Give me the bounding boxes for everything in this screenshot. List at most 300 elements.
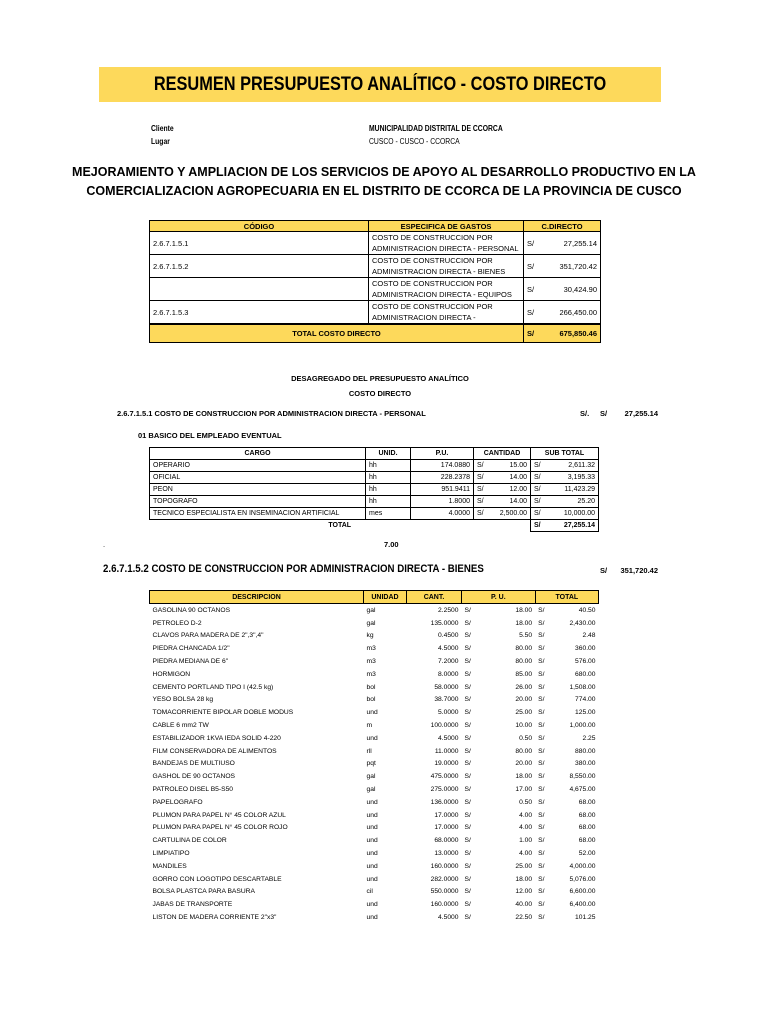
pu-cell: 20.00 — [515, 760, 533, 768]
unidad-cell: m3 — [366, 670, 376, 678]
table-row — [150, 732, 599, 745]
summary-especifica — [369, 232, 524, 255]
currency-cell: S/ — [464, 747, 471, 755]
description-cell: TOMACORRIENTE BIPOLAR DOBLE MODUS — [152, 709, 294, 717]
total-cell: 2,430.00 — [569, 619, 596, 627]
bienes-header-cant: CANT. — [407, 591, 462, 604]
currency-cell: S/ — [531, 508, 548, 520]
pu-cell: 25.00 — [515, 709, 533, 717]
currency-cell: S/ — [538, 645, 545, 653]
currency-cell: S/ — [538, 875, 545, 883]
summary-code — [150, 278, 369, 301]
table-row — [150, 617, 599, 630]
description-cell: PLUMON PARA PAPEL N° 45 COLOR ROJO — [152, 824, 288, 832]
cant-cell: 160.0000 — [430, 862, 459, 870]
summary-currency: S/ — [524, 232, 545, 255]
pu-cell: 18.00 — [515, 875, 533, 883]
total-cell: 1,508.00 — [569, 683, 596, 691]
total-cell: 68.00 — [578, 798, 596, 806]
summary-total-row — [150, 324, 601, 343]
cant-cell: 4.5000 — [438, 645, 459, 653]
total-cell: 6,600.00 — [569, 888, 596, 896]
pu-cell: 22.50 — [515, 914, 533, 922]
desagregado-title: DESAGREGADO DEL PRESUPUESTO ANALÍTICO — [291, 374, 469, 383]
table-row — [150, 604, 599, 617]
unidad-cell: m — [366, 722, 373, 730]
pu-cell: 18.00 — [515, 606, 533, 614]
currency-cell: S/ — [538, 747, 545, 755]
total-cell: 125.00 — [575, 709, 596, 717]
cargo-cell: TECNICO ESPECIALISTA EN INSEMINACION ARTIFICIAL — [150, 508, 366, 520]
summary-row — [150, 255, 601, 278]
cant-cell: 136.0000 — [430, 798, 459, 806]
project-title-line1: MEJORAMIENTO Y AMPLIACION DE LOS SERVICIOS DE APOYO AL DESARROLLO PRODUCTIVO EN LA — [72, 165, 696, 179]
unidad-cell: gal — [366, 773, 376, 781]
table-row — [150, 472, 599, 484]
currency-cell: S/ — [538, 824, 545, 832]
cliente-value: MUNICIPALIDAD DISTRITAL DE CCORCA — [369, 124, 503, 133]
table-row — [150, 655, 599, 668]
cant-cell: 0.4500 — [438, 632, 459, 640]
table-row — [150, 719, 599, 732]
total-cell: 68.00 — [578, 824, 596, 832]
currency-cell: S/ — [538, 798, 545, 806]
pu-cell: 12.00 — [515, 888, 533, 896]
description-cell: CARTULINA DE COLOR — [152, 837, 227, 845]
summary-row — [150, 301, 601, 325]
summary-especifica-line2: ADMINISTRACION DIRECTA - BIENES — [372, 267, 506, 276]
cant-cell: 4.5000 — [438, 734, 459, 742]
currency-cell: S/ — [464, 606, 471, 614]
pu-cell: 4.0000 — [411, 508, 474, 520]
personal-note: 7.00 — [384, 540, 399, 549]
personal-header-unid: UNID. — [366, 448, 411, 460]
unid-cell: hh — [366, 496, 411, 508]
pu-cell: 4.00 — [519, 824, 533, 832]
cant-cell: 550.0000 — [430, 888, 459, 896]
currency-cell: S/ — [464, 683, 471, 691]
summary-code: 2.6.7.1.5.3 — [150, 301, 369, 325]
summary-amount: 266,450.00 — [544, 301, 601, 325]
currency-cell: S/ — [464, 811, 471, 819]
project-title-line2: COMERCIALIZACION AGROPECUARIA EN EL DISTRITO DE CCORCA DE LA PROVINCIA DE CUSCO — [86, 184, 682, 198]
currency-cell: S/ — [464, 619, 471, 627]
table-row — [150, 860, 599, 873]
description-cell: YESO BOLSA 28 kg — [152, 696, 214, 704]
description-cell: LIMPIATIPO — [152, 850, 190, 858]
total-cell: 68.00 — [578, 811, 596, 819]
summary-especifica — [369, 278, 524, 301]
pu-cell: 25.00 — [515, 862, 533, 870]
table-row — [150, 642, 599, 655]
currency-cell: S/ — [538, 914, 545, 922]
project-title — [60, 163, 708, 201]
summary-especifica-line1: COSTO DE CONSTRUCCION POR — [372, 256, 493, 265]
currency-cell: S/ — [538, 888, 545, 896]
bienes-header-descripcion: DESCRIPCION — [150, 591, 364, 604]
cant-cell: 4.5000 — [438, 914, 459, 922]
summary-especifica — [369, 255, 524, 278]
table-row — [150, 668, 599, 681]
cant-cell: 17.0000 — [434, 824, 459, 832]
unidad-cell: und — [366, 798, 378, 806]
unidad-cell: m3 — [366, 645, 376, 653]
summary-currency: S/ — [524, 255, 545, 278]
unidad-cell: und — [366, 914, 378, 922]
bienes-amount: 351,720.42 — [620, 566, 658, 575]
total-cell: 4,675.00 — [569, 786, 596, 794]
summary-especifica-line2: ADMINISTRACION DIRECTA - PERSONAL — [372, 244, 519, 253]
summary-amount: 351,720.42 — [544, 255, 601, 278]
cargo-cell: OFICIAL — [150, 472, 366, 484]
currency-cell: S/ — [538, 696, 545, 704]
pu-cell: 18.00 — [515, 619, 533, 627]
summary-header-codigo: CÓDIGO — [150, 221, 369, 232]
pu-cell: 10.00 — [515, 722, 533, 730]
total-cell: 880.00 — [575, 747, 596, 755]
summary-amount: 30,424.90 — [544, 278, 601, 301]
table-row — [150, 694, 599, 707]
currency-cell: S/ — [464, 862, 471, 870]
personal-currency-2: S/ — [600, 409, 608, 418]
currency-cell: S/ — [538, 658, 545, 666]
unidad-cell: und — [366, 734, 378, 742]
summary-total-currency: S/ — [524, 324, 545, 343]
currency-cell: S/ — [464, 824, 471, 832]
cargo-cell: OPERARIO — [150, 460, 366, 472]
cantidad-cell: 14.00 — [490, 472, 531, 484]
cant-cell: 100.0000 — [430, 722, 459, 730]
personal-currency-1: S/. — [580, 409, 590, 418]
description-cell: PLUMON PARA PAPEL N° 45 COLOR AZUL — [152, 811, 286, 819]
currency-cell: S/ — [464, 645, 471, 653]
description-cell: BANDEJAS DE MULTIUSO — [152, 760, 235, 768]
currency-cell: S/ — [464, 734, 471, 742]
bienes-table — [149, 590, 599, 924]
unidad-cell: und — [366, 862, 378, 870]
description-cell: FILM CONSERVADORA DE ALIMENTOS — [152, 747, 277, 755]
page-title: RESUMEN PRESUPUESTO ANALÍTICO - COSTO DIRECTO — [153, 73, 607, 95]
total-cell: 2.25 — [582, 734, 596, 742]
personal-header-pu: P.U. — [411, 448, 474, 460]
personal-header-cargo: CARGO — [150, 448, 366, 460]
description-cell: PATROLEO DISEL B5-S50 — [152, 786, 234, 794]
stray-dot: . — [103, 540, 106, 549]
currency-cell: S/ — [464, 773, 471, 781]
pu-cell: 85.00 — [515, 670, 533, 678]
description-cell: HORMIGON — [152, 670, 191, 678]
unidad-cell: cil — [366, 888, 373, 896]
summary-header-especifica: ESPECIFICA DE GASTOS — [369, 221, 524, 232]
currency-cell: S/ — [464, 696, 471, 704]
table-row — [150, 847, 599, 860]
currency-cell: S/ — [464, 837, 471, 845]
total-cell: 774.00 — [575, 696, 596, 704]
currency-cell: S/ — [464, 670, 471, 678]
personal-total-row — [150, 520, 599, 532]
currency-cell: S/ — [538, 850, 545, 858]
description-cell: GASHOL DE 90 OCTANOS — [152, 773, 235, 781]
currency-cell: S/ — [531, 484, 548, 496]
currency-cell: S/ — [464, 722, 471, 730]
unidad-cell: gal — [366, 619, 376, 627]
currency-cell: S/ — [464, 658, 471, 666]
cant-cell: 19.0000 — [434, 760, 459, 768]
personal-total-currency: S/ — [531, 520, 548, 532]
summary-total-amount: 675,850.46 — [544, 324, 601, 343]
currency-cell: S/ — [538, 670, 545, 678]
unidad-cell: bol — [366, 696, 376, 704]
total-cell: 40.50 — [578, 606, 596, 614]
pu-cell: 18.00 — [515, 773, 533, 781]
bienes-header-pu: P. U. — [462, 591, 536, 604]
currency-cell: S/ — [464, 709, 471, 717]
pu-cell: 1.8000 — [411, 496, 474, 508]
cantidad-cell: 2,500.00 — [490, 508, 531, 520]
personal-table — [149, 447, 599, 532]
currency-cell: S/ — [538, 862, 545, 870]
pu-cell: 951.9411 — [411, 484, 474, 496]
currency-cell: S/ — [464, 914, 471, 922]
currency-cell: S/ — [464, 760, 471, 768]
summary-especifica-line1: COSTO DE CONSTRUCCION POR — [372, 302, 493, 311]
currency-cell: S/ — [538, 722, 545, 730]
subtotal-cell: 11,423.29 — [547, 484, 599, 496]
total-cell: 101.25 — [575, 914, 596, 922]
cant-cell: 13.0000 — [434, 850, 459, 858]
unidad-cell: m3 — [366, 658, 376, 666]
cant-cell: 11.0000 — [434, 747, 459, 755]
total-cell: 5,076.00 — [569, 875, 596, 883]
currency-cell: S/ — [538, 683, 545, 691]
currency-cell: S/ — [464, 875, 471, 883]
summary-code: 2.6.7.1.5.1 — [150, 232, 369, 255]
table-row — [150, 706, 599, 719]
cant-cell: 38.7000 — [434, 696, 459, 704]
summary-especifica-line2: ADMINISTRACION DIRECTA - — [372, 313, 476, 322]
cant-cell: 2.2500 — [438, 606, 459, 614]
lugar-label: Lugar — [151, 137, 170, 146]
table-row — [150, 834, 599, 847]
pu-cell: 174.0880 — [411, 460, 474, 472]
unidad-cell: und — [366, 811, 378, 819]
description-cell: PIEDRA CHANCADA 1/2" — [152, 645, 230, 653]
currency-cell: S/ — [538, 811, 545, 819]
unidad-cell: kg — [366, 632, 374, 640]
table-row — [150, 630, 599, 643]
unidad-cell: gal — [366, 606, 376, 614]
pu-cell: 20.00 — [515, 696, 533, 704]
bienes-header-row — [150, 591, 599, 604]
table-row — [150, 770, 599, 783]
currency-cell: S/ — [531, 460, 548, 472]
unidad-cell: rll — [366, 747, 372, 755]
total-cell: 8,550.00 — [569, 773, 596, 781]
pu-cell: 17.00 — [515, 786, 533, 794]
subtotal-cell: 3,195.33 — [547, 472, 599, 484]
summary-table — [149, 220, 601, 343]
currency-cell: S/ — [538, 901, 545, 909]
description-cell: GORRO CON LOGOTIPO DESCARTABLE — [152, 875, 282, 883]
description-cell: CLAVOS PARA MADERA DE 2",3",4" — [152, 632, 264, 640]
table-row — [150, 508, 599, 520]
subtotal-cell: 2,611.32 — [547, 460, 599, 472]
cantidad-cell: 15.00 — [490, 460, 531, 472]
personal-header-row — [150, 448, 599, 460]
personal-header-subtotal: SUB TOTAL — [531, 448, 599, 460]
summary-header-row — [150, 221, 601, 232]
unidad-cell: gal — [366, 786, 376, 794]
table-row — [150, 796, 599, 809]
title-banner — [99, 67, 661, 102]
unidad-cell: pqt — [366, 760, 376, 768]
personal-total-label: TOTAL — [328, 522, 352, 530]
pu-cell: 4.00 — [519, 811, 533, 819]
currency-cell: S/ — [531, 496, 548, 508]
summary-header-cdirecto: C.DIRECTO — [524, 221, 601, 232]
cant-cell: 135.0000 — [430, 619, 459, 627]
total-cell: 680.00 — [575, 670, 596, 678]
summary-row — [150, 232, 601, 255]
pu-cell: 4.00 — [519, 850, 533, 858]
description-cell: CABLE 6 mm2 TW — [152, 722, 209, 730]
total-cell: 68.00 — [578, 837, 596, 845]
currency-cell: S/ — [464, 632, 471, 640]
currency-cell: S/ — [538, 773, 545, 781]
unid-cell: hh — [366, 484, 411, 496]
table-row — [150, 758, 599, 771]
pu-cell: 5.50 — [519, 632, 533, 640]
currency-cell: S/ — [538, 760, 545, 768]
total-cell: 52.00 — [578, 850, 596, 858]
summary-row — [150, 278, 601, 301]
unidad-cell: und — [366, 824, 378, 832]
table-row — [150, 809, 599, 822]
summary-total-label: TOTAL COSTO DIRECTO — [150, 324, 524, 343]
currency-cell: S/ — [538, 606, 545, 614]
desagregado-subtitle: COSTO DIRECTO — [348, 389, 412, 398]
summary-currency: S/ — [524, 278, 545, 301]
description-cell: ESTABILIZADOR 1KVA IEDA SOLID 4-220 — [152, 734, 281, 742]
description-cell: CEMENTO PORTLAND TIPO I (42.5 kg) — [152, 683, 274, 691]
subtotal-cell: 25.20 — [547, 496, 599, 508]
cantidad-cell: 14.00 — [490, 496, 531, 508]
description-cell: MANDILES — [152, 862, 187, 870]
unidad-cell: und — [366, 850, 378, 858]
table-row — [150, 873, 599, 886]
currency-cell: S/ — [474, 496, 491, 508]
lugar-value: CUSCO - CUSCO - CCORCA — [369, 137, 460, 146]
table-row — [150, 681, 599, 694]
unidad-cell: und — [366, 901, 378, 909]
unidad-cell: und — [366, 709, 378, 717]
personal-subheading: 01 BASICO DEL EMPLEADO EVENTUAL — [138, 431, 282, 440]
cant-cell: 475.0000 — [430, 773, 459, 781]
unidad-cell: bol — [366, 683, 376, 691]
personal-amount: 27,255.14 — [624, 409, 658, 418]
total-cell: 380.00 — [575, 760, 596, 768]
personal-total-amount: 27,255.14 — [547, 520, 599, 532]
pu-cell: 26.00 — [515, 683, 533, 691]
unid-cell: hh — [366, 472, 411, 484]
bienes-header-unidad: UNIDAD — [364, 591, 407, 604]
table-row — [150, 783, 599, 796]
summary-especifica-line1: COSTO DE CONSTRUCCION POR — [372, 233, 493, 242]
cant-cell: 160.0000 — [430, 901, 459, 909]
currency-cell: S/ — [464, 850, 471, 858]
total-cell: 2.48 — [582, 632, 596, 640]
currency-cell: S/ — [474, 508, 491, 520]
currency-cell: S/ — [538, 837, 545, 845]
currency-cell: S/ — [538, 734, 545, 742]
cliente-label: Cliente — [151, 124, 174, 133]
pu-cell: 0.50 — [519, 734, 533, 742]
summary-code: 2.6.7.1.5.2 — [150, 255, 369, 278]
total-cell: 6,400.00 — [569, 901, 596, 909]
currency-cell: S/ — [464, 888, 471, 896]
personal-header-cantidad: CANTIDAD — [474, 448, 531, 460]
bienes-currency: S/ — [600, 566, 608, 575]
currency-cell: S/ — [474, 460, 491, 472]
cant-cell: 282.0000 — [430, 875, 459, 883]
cantidad-cell: 12.00 — [490, 484, 531, 496]
pu-cell: 0.50 — [519, 798, 533, 806]
description-cell: JABAS DE TRANSPORTE — [152, 901, 233, 909]
description-cell: GASOLINA 90 OCTANOS — [152, 606, 231, 614]
cargo-cell: TOPOGRAFO — [150, 496, 366, 508]
currency-cell: S/ — [464, 786, 471, 794]
description-cell: PETROLEO D-2 — [152, 619, 202, 627]
total-cell: 4,000.00 — [569, 862, 596, 870]
unid-cell: hh — [366, 460, 411, 472]
cant-cell: 58.0000 — [434, 683, 459, 691]
currency-cell: S/ — [474, 484, 491, 496]
table-row — [150, 496, 599, 508]
currency-cell: S/ — [538, 619, 545, 627]
pu-cell: 228.2378 — [411, 472, 474, 484]
table-row — [150, 484, 599, 496]
unid-cell: mes — [366, 508, 411, 520]
total-cell: 576.00 — [575, 658, 596, 666]
cargo-cell: PEON — [150, 484, 366, 496]
unidad-cell: und — [366, 875, 378, 883]
summary-especifica-line1: COSTO DE CONSTRUCCION POR — [372, 279, 493, 288]
total-cell: 1,000.00 — [569, 722, 596, 730]
description-cell: PIEDRA MEDIANA DE 6" — [152, 658, 229, 666]
description-cell: PAPELOGRAFO — [152, 798, 203, 806]
currency-cell: S/ — [474, 472, 491, 484]
currency-cell: S/ — [531, 472, 548, 484]
cant-cell: 8.0000 — [438, 670, 459, 678]
currency-cell: S/ — [464, 798, 471, 806]
pu-cell: 40.00 — [515, 901, 533, 909]
cant-cell: 7.2000 — [438, 658, 459, 666]
pu-cell: 80.00 — [515, 645, 533, 653]
table-row — [150, 886, 599, 899]
currency-cell: S/ — [538, 709, 545, 717]
personal-heading: 2.6.7.1.5.1 COSTO DE CONSTRUCCION POR ADMINISTRACION DIRECTA - PERSONAL — [117, 409, 426, 418]
cant-cell: 275.0000 — [430, 786, 459, 794]
pu-cell: 1.00 — [519, 837, 533, 845]
bienes-header-total: TOTAL — [535, 591, 598, 604]
cant-cell: 17.0000 — [434, 811, 459, 819]
bienes-heading: 2.6.7.1.5.2 COSTO DE CONSTRUCCION POR ADMINISTRACION DIRECTA - BIENES — [103, 563, 484, 575]
total-cell: 360.00 — [575, 645, 596, 653]
unidad-cell: und — [366, 837, 378, 845]
subtotal-cell: 10,000.00 — [547, 508, 599, 520]
pu-cell: 80.00 — [515, 747, 533, 755]
table-row — [150, 822, 599, 835]
